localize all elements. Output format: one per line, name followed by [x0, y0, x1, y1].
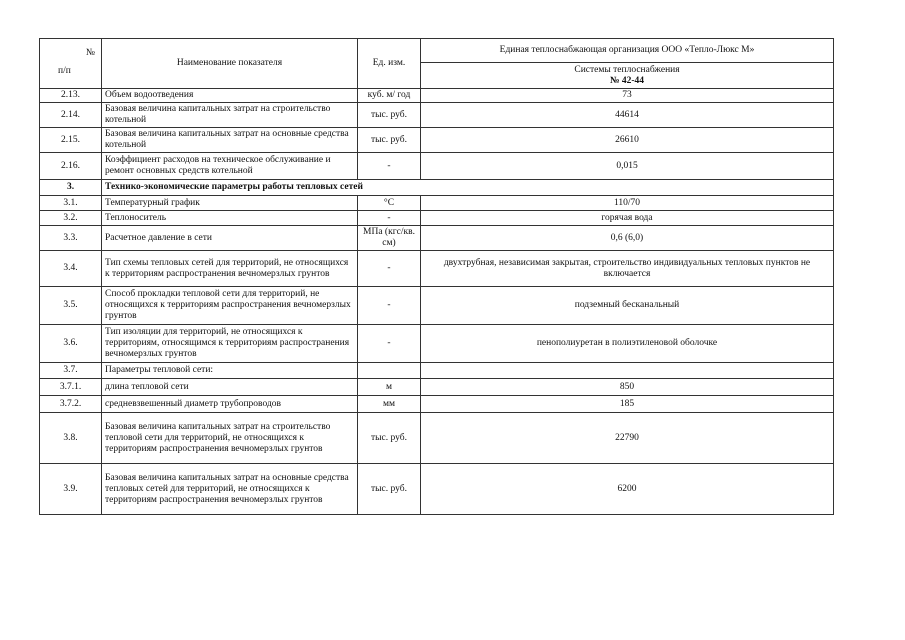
row-unit: -	[358, 211, 421, 226]
row-number: 2.14.	[40, 103, 102, 128]
row-unit: -	[358, 325, 421, 363]
row-unit: м	[358, 379, 421, 396]
row-value: двухтрубная, независимая закрытая, строительство индивидуальных тепловых пунктов не включается	[421, 251, 834, 287]
row-unit: °С	[358, 196, 421, 211]
row-value: 110/70	[421, 196, 834, 211]
row-number: 3.8.	[40, 413, 102, 464]
table-row	[40, 103, 834, 128]
row-number: 3.5.	[40, 287, 102, 325]
row-value: 850	[421, 379, 834, 396]
header-number-sub: п/п	[58, 66, 71, 76]
header-organization: Единая теплоснабжающая организация ООО «Тепло-Люкс М»	[421, 39, 834, 63]
table-row	[40, 89, 834, 103]
row-name: длина тепловой сети	[102, 379, 358, 396]
row-value: 26610	[421, 128, 834, 153]
row-unit: тыс. руб.	[358, 128, 421, 153]
row-name: Коэффициент расходов на техническое обслуживание и ремонт основных средств котельной	[102, 153, 358, 180]
header-number-cell	[40, 39, 102, 89]
section-number: 3.	[40, 180, 102, 196]
row-number: 3.7.	[40, 363, 102, 379]
row-number: 3.1.	[40, 196, 102, 211]
row-number: 3.6.	[40, 325, 102, 363]
row-name: Объем водоотведения	[102, 89, 358, 103]
row-number: 3.2.	[40, 211, 102, 226]
row-number: 3.7.2.	[40, 396, 102, 413]
header-systems	[421, 63, 834, 89]
header-name: Наименование показателя	[102, 39, 358, 89]
header-number-symbol: №	[85, 48, 95, 58]
row-name: Тип схемы тепловых сетей для территорий, не относящихся к территориям распространения вечномерзлых грунтов	[102, 251, 358, 287]
row-value: пенополиуретан в полиэтиленовой оболочке	[421, 325, 834, 363]
row-value: 44614	[421, 103, 834, 128]
row-value: 0,6 (6,0)	[421, 226, 834, 251]
row-unit: тыс. руб.	[358, 103, 421, 128]
table-row	[40, 396, 834, 413]
row-unit: тыс. руб.	[358, 464, 421, 515]
row-name: Расчетное давление в сети	[102, 226, 358, 251]
row-unit: МПа (кгс/кв. см)	[358, 226, 421, 251]
row-name: Базовая величина капитальных затрат на основные средства тепловых сетей для территорий, не относящихся к территориям распространения вечномерзлых грунтов	[102, 464, 358, 515]
row-unit: -	[358, 287, 421, 325]
row-number: 2.16.	[40, 153, 102, 180]
section-title: Технико-экономические параметры работы тепловых сетей	[102, 180, 834, 196]
row-value: 6200	[421, 464, 834, 515]
section-row	[40, 180, 834, 196]
table-row	[40, 287, 834, 325]
header-unit: Ед. изм.	[358, 39, 421, 89]
table-row	[40, 464, 834, 515]
row-name: Способ прокладки тепловой сети для территорий, не относящихся к территориям распространения вечномерзлых грунтов	[102, 287, 358, 325]
row-name: Параметры тепловой сети:	[102, 363, 358, 379]
indicators-table	[39, 38, 834, 515]
row-number: 3.9.	[40, 464, 102, 515]
row-number: 3.7.1.	[40, 379, 102, 396]
row-name: Температурный график	[102, 196, 358, 211]
row-unit: -	[358, 153, 421, 180]
row-unit: куб. м/ год	[358, 89, 421, 103]
row-number: 3.4.	[40, 251, 102, 287]
header-systems-label: Системы теплоснабжения	[574, 64, 680, 75]
row-value: 185	[421, 396, 834, 413]
row-value: 0,015	[421, 153, 834, 180]
row-value	[421, 363, 834, 379]
row-name: Базовая величина капитальных затрат на строительство котельной	[102, 103, 358, 128]
table-row	[40, 211, 834, 226]
row-unit: тыс. руб.	[358, 413, 421, 464]
row-name: Тип изоляции для территорий, не относящихся к территориям, относящимся к территориям распространения вечномерзлых грунтов	[102, 325, 358, 363]
row-number: 2.15.	[40, 128, 102, 153]
header-systems-numbers: № 42-44	[609, 75, 645, 86]
row-unit: мм	[358, 396, 421, 413]
row-number: 2.13.	[40, 89, 102, 103]
row-number: 3.3.	[40, 226, 102, 251]
row-value: подземный бесканальный	[421, 287, 834, 325]
row-name: средневзвешенный диаметр трубопроводов	[102, 396, 358, 413]
row-unit	[358, 363, 421, 379]
row-unit: -	[358, 251, 421, 287]
table-row	[40, 196, 834, 211]
row-name: Базовая величина капитальных затрат на строительство тепловой сети для территорий, не относящихся к территориям распространения вечномерзлых грунтов	[102, 413, 358, 464]
row-value: 22790	[421, 413, 834, 464]
row-name: Теплоноситель	[102, 211, 358, 226]
row-value: горячая вода	[421, 211, 834, 226]
row-name: Базовая величина капитальных затрат на основные средства котельной	[102, 128, 358, 153]
table-row	[40, 325, 834, 363]
table-row	[40, 153, 834, 180]
header-row	[40, 39, 834, 63]
row-value: 73	[421, 89, 834, 103]
table-row	[40, 251, 834, 287]
table-row	[40, 413, 834, 464]
table-row	[40, 379, 834, 396]
table-row	[40, 226, 834, 251]
table-row	[40, 363, 834, 379]
table-row	[40, 128, 834, 153]
